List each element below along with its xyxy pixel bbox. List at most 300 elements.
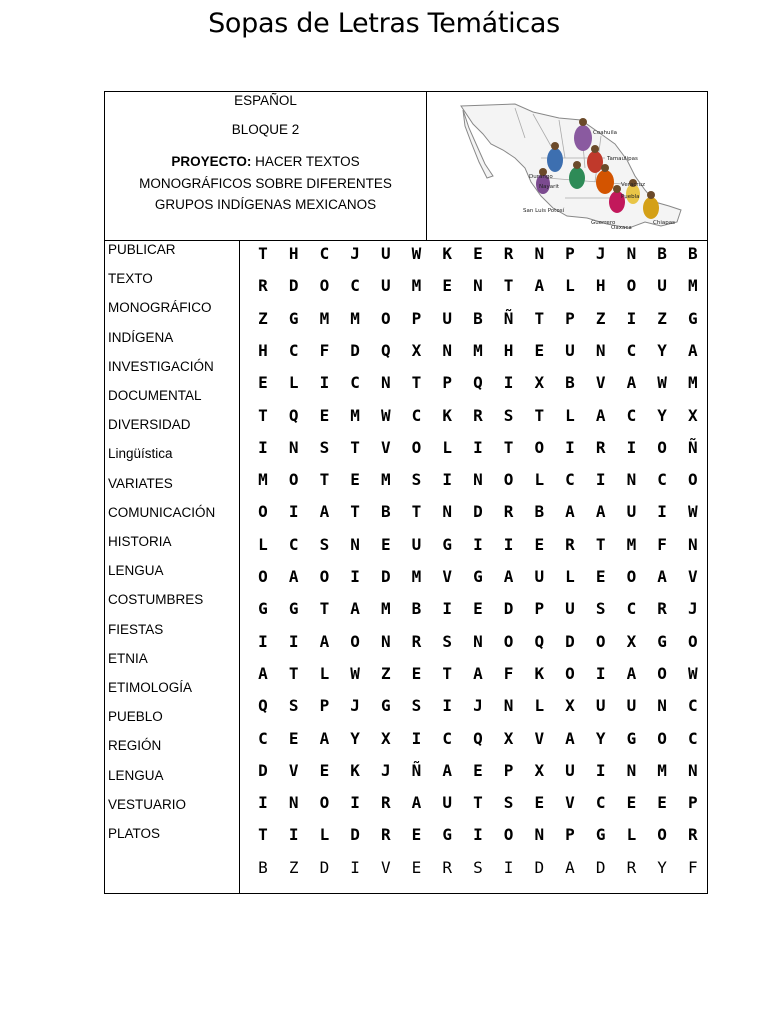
grid-letter: R [657,599,667,619]
header-info [105,92,427,240]
grid-letter: S [411,470,422,490]
grid-letter: F [503,663,514,683]
grid-letter: P [319,696,330,716]
grid-letter: I [258,793,268,813]
grid-letter: P [565,244,575,263]
grid-letter: O [626,276,637,296]
grid-letter: G [288,599,299,619]
grid-letter: V [565,793,575,813]
word-list-item: COMUNICACIÓN [108,504,216,520]
mexico-map-cell [427,92,707,240]
grid-letter: I [595,760,606,780]
grid-letter: G [288,308,299,328]
word-list [105,240,240,893]
grid-letter: I [473,534,483,554]
grid-letter: G [657,631,667,651]
project-line-2: MONOGRÁFICOS SOBRE DIFERENTES [139,175,392,191]
grid-letter: T [411,373,422,393]
grid-letter: I [473,825,483,845]
grid-letter: Y [595,728,606,748]
grid-letter: S [288,696,299,716]
subject-label: ESPAÑOL [234,93,297,108]
grid-letter: L [626,825,637,845]
grid-letter: L [442,437,452,457]
grid-letter: A [565,857,575,877]
grid-letter: E [473,244,483,263]
word-list-item: PUEBLO [108,709,163,725]
grid-letter: A [687,340,698,360]
grid-letter: R [626,857,637,877]
grid-letter: S [595,599,606,619]
grid-letter: G [626,728,637,748]
grid-letter: N [534,825,545,845]
grid-letter: O [503,631,514,651]
grid-letter: D [350,340,360,360]
grid-letter: Q [534,631,545,651]
word-list-item: LENGUA [108,767,164,783]
grid-letter: S [473,857,483,877]
grid-letter: G [380,696,391,716]
grid-letter: I [626,437,637,457]
map-label-veracruz: Veracruz [621,182,646,188]
map-label-oaxaca: Oaxaca [611,225,632,231]
grid-letter: L [565,567,575,586]
letter-grid [240,240,707,893]
grid-letter: H [503,340,514,360]
word-list-item: TEXTO [108,271,153,287]
grid-letter: U [380,276,391,296]
grid-letter: N [595,340,606,360]
grid-letter: E [411,825,422,845]
grid-letter: O [503,470,514,490]
grid-letter: B [687,244,698,263]
grid-letter: T [258,244,268,263]
grid-letter: N [380,631,391,651]
grid-letter: E [534,340,545,360]
grid-letter: A [534,276,545,296]
grid-letter: L [565,276,575,296]
word-list-item: VESTUARIO [108,796,187,812]
grid-letter: I [595,470,606,490]
grid-letter: C [350,276,360,296]
grid-letter: V [288,760,299,780]
grid-letter: N [442,502,452,522]
grid-letter: I [626,308,637,328]
grid-letter: N [657,696,667,716]
grid-letter: E [442,276,452,296]
grid-letter: H [258,340,268,360]
grid-letter: V [687,567,698,586]
grid-letter: R [258,276,268,296]
grid-letter: S [411,696,422,716]
grid-letter: K [534,663,545,683]
grid-letter: O [657,437,667,457]
grid-letter: G [442,534,452,554]
grid-letter: I [442,599,452,619]
project-line-3: GRUPOS INDÍGENAS MEXICANOS [154,197,377,212]
grid-letter: Y [350,728,360,748]
grid-letter: A [319,502,330,522]
grid-letter: H [288,244,299,263]
grid-letter: T [503,276,514,296]
grid-letter: T [319,599,330,619]
grid-letter: M [626,534,637,554]
grid-letter: O [258,502,268,522]
grid-letter: U [442,308,452,328]
grid-letter: I [442,696,452,716]
grid-letter: G [595,825,606,845]
grid-letter: B [565,373,575,393]
grid-letter: R [411,631,422,651]
grid-letter: T [534,308,545,328]
grid-letter: J [595,244,606,263]
grid-letter: B [380,502,391,522]
grid-letter: O [319,276,330,296]
map-label-guerrero: Guerrero [591,220,616,226]
grid-letter: E [657,793,667,813]
grid-letter: W [411,244,422,263]
grid-letter: U [626,696,637,716]
grid-letter: E [319,405,330,425]
grid-letter: E [534,534,545,554]
grid-letter: G [473,567,483,586]
grid-letter: F [687,857,698,877]
grid-letter: D [319,857,330,877]
grid-letter: E [380,534,391,554]
grid-letter: O [319,567,330,586]
grid-letter: A [288,567,299,586]
grid-letter: G [258,599,268,619]
grid-letter: U [565,599,575,619]
grid-letter: N [534,244,545,263]
word-list-item: REGIÓN [108,738,162,754]
grid-letter: H [595,276,606,296]
grid-letter: J [350,696,360,716]
grid-letter: C [687,728,698,748]
grid-letter: Ñ [411,760,422,780]
grid-letter: I [288,502,299,522]
word-list-item: PUBLICAR [108,242,176,257]
grid-letter: N [380,373,391,393]
map-label-tamaulipas: Tamaulipas [607,156,638,162]
grid-letter: P [411,308,422,328]
grid-letter: A [595,502,606,522]
grid-letter: Y [657,405,667,425]
grid-letter: P [534,599,545,619]
grid-letter: P [442,373,452,393]
grid-letter: A [626,663,637,683]
grid-letter: E [473,760,483,780]
grid-letter: Z [258,308,268,328]
word-list-item: MONOGRÁFICO [108,300,212,316]
grid-letter: O [657,663,667,683]
word-list-item: DOCUMENTAL [108,388,202,403]
grid-letter: T [411,502,422,522]
grid-letter: V [534,728,545,748]
word-list-item: DIVERSIDAD [108,417,191,433]
grid-letter: Y [657,857,667,877]
grid-letter: B [411,599,422,619]
grid-letter: T [503,437,514,457]
map-label-coahuila: Coahuila [593,130,617,136]
grid-letter: M [350,308,360,328]
grid-letter: U [380,244,391,263]
grid-letter: A [319,631,330,651]
grid-letter: X [503,728,514,748]
grid-letter: Z [595,308,606,328]
grid-letter: C [626,340,637,360]
mexico-map-image [455,98,687,234]
grid-letter: N [503,696,514,716]
grid-letter: N [288,437,299,457]
word-list-item: INDÍGENA [108,329,174,345]
word-search-sheet [104,91,708,894]
grid-letter: D [473,502,483,522]
grid-letter: T [350,502,360,522]
grid-letter: B [258,857,268,877]
grid-letter: T [350,437,360,457]
grid-letter: E [473,599,483,619]
grid-letter: I [503,373,514,393]
word-list-item: HISTORIA [108,534,172,549]
grid-letter: M [687,276,698,296]
grid-letter: V [442,567,452,586]
grid-letter: A [442,760,452,780]
grid-letter: X [687,405,698,425]
grid-letter: B [534,502,545,522]
grid-letter: W [687,663,698,683]
grid-letter: O [687,631,698,651]
grid-letter: R [687,825,698,845]
grid-letter: Y [657,340,667,360]
grid-letter: N [626,760,637,780]
grid-letter: O [350,631,360,651]
grid-letter: D [565,631,575,651]
grid-letter: O [258,567,268,586]
grid-letter: E [411,663,422,683]
grid-letter: X [626,631,637,651]
grid-letter: I [350,567,360,586]
grid-letter: L [534,470,545,490]
grid-letter: V [595,373,606,393]
grid-letter: P [503,760,514,780]
grid-letter: R [380,825,391,845]
grid-letter: A [473,663,483,683]
grid-letter: J [473,696,483,716]
block-label: BLOQUE 2 [231,122,300,137]
grid-letter: T [319,470,330,490]
grid-letter: X [534,760,545,780]
grid-letter: K [442,244,452,263]
grid-letter: T [595,534,606,554]
grid-letter: O [380,308,391,328]
grid-letter: L [258,534,268,554]
grid-letter: C [626,405,637,425]
grid-letter: I [473,437,483,457]
grid-letter: D [350,825,360,845]
grid-letter: A [565,728,575,748]
page-title: Sopas de Letras Temáticas [208,8,560,39]
grid-letter: W [687,502,698,522]
word-list-item: INVESTIGACIÓN [108,358,214,374]
grid-letter: I [565,437,575,457]
grid-letter: N [473,470,483,490]
grid-letter: I [503,857,514,877]
grid-letter: I [350,793,360,813]
grid-letter: I [411,728,422,748]
map-label-san-luis-potosi: San Luis Potosí [523,208,565,214]
grid-letter: E [350,470,360,490]
grid-letter: T [442,663,452,683]
grid-letter: M [411,567,422,586]
grid-letter: U [534,567,545,586]
grid-letter: X [565,696,575,716]
grid-letter: P [687,793,698,813]
grid-letter: A [350,599,360,619]
grid-letter: N [288,793,299,813]
grid-letter: N [473,276,483,296]
grid-letter: O [657,728,667,748]
grid-letter: C [258,728,268,748]
grid-letter: I [319,373,330,393]
grid-letter: M [350,405,360,425]
grid-letter: U [595,696,606,716]
grid-letter: W [380,405,391,425]
grid-letter: E [258,373,268,393]
grid-letter: T [534,405,545,425]
grid-letter: M [380,599,391,619]
grid-letter: I [288,631,299,651]
grid-letter: S [503,405,514,425]
grid-letter: I [595,663,606,683]
grid-letter: N [350,534,360,554]
grid-letter: I [258,437,268,457]
grid-letter: L [534,696,545,716]
grid-letter: L [319,825,330,845]
grid-letter: T [258,405,268,425]
grid-letter: Q [288,405,299,425]
grid-letter: D [288,276,299,296]
grid-letter: Ñ [503,308,514,328]
grid-letter: W [657,373,667,393]
grid-letter: E [319,760,330,780]
grid-letter: Z [380,663,391,683]
map-label-puebla: Puebla [621,194,640,200]
grid-letter: V [380,857,391,877]
grid-letter: N [626,244,637,263]
grid-letter: E [626,793,637,813]
grid-letter: O [411,437,422,457]
grid-letter: A [595,405,606,425]
grid-letter: J [687,599,698,619]
grid-letter: X [411,340,422,360]
grid-letter: V [380,437,391,457]
grid-letter: T [258,825,268,845]
grid-letter: O [503,825,514,845]
map-label-chiapas: Chiapas [653,220,675,226]
grid-letter: A [657,567,667,586]
grid-letter: M [473,340,483,360]
grid-letter: C [288,534,299,554]
map-label-nayarit: Nayarit [539,184,560,190]
project-description [105,151,426,216]
grid-letter: S [319,437,330,457]
grid-letter: D [380,567,391,586]
grid-letter: U [565,340,575,360]
grid-letter: K [350,760,360,780]
grid-letter: W [350,663,360,683]
grid-letter: M [380,470,391,490]
word-list-item: COSTUMBRES [108,592,204,608]
grid-letter: J [380,760,391,780]
word-list-item: ETIMOLOGÍA [108,680,193,695]
grid-letter: O [595,631,606,651]
word-list-item: Lingüística [108,446,173,462]
grid-letter: N [442,340,452,360]
grid-letter: D [534,857,545,877]
word-list-item: PLATOS [108,826,161,841]
grid-letter: L [319,663,330,683]
grid-letter: O [687,470,698,490]
grid-letter: U [626,502,637,522]
grid-letter: O [657,825,667,845]
grid-letter: C [411,405,422,425]
grid-letter: O [288,470,299,490]
grid-letter: O [319,793,330,813]
project-label: PROYECTO: [171,154,252,169]
grid-letter: A [626,373,637,393]
grid-letter: P [565,825,575,845]
grid-letter: R [442,857,452,877]
grid-letter: P [565,308,575,328]
grid-letter: D [503,599,514,619]
map-label-durango: Durango [529,174,553,180]
grid-letter: O [626,567,637,586]
word-list-item: FIESTAS [108,621,164,637]
grid-letter: S [442,631,452,651]
grid-letter: Q [258,696,268,716]
grid-letter: C [595,793,606,813]
grid-letter: I [288,825,299,845]
grid-letter: E [411,857,422,877]
word-list-item: VARIATES [108,475,173,491]
grid-letter: M [258,470,268,490]
grid-letter: Q [473,728,483,748]
grid-letter: N [687,760,698,780]
grid-letter: E [534,793,545,813]
grid-letter: M [657,760,667,780]
grid-letter: B [657,244,667,263]
grid-letter: Q [473,373,483,393]
grid-letter: S [319,534,330,554]
grid-letter: E [595,567,606,586]
grid-letter: T [473,793,483,813]
grid-letter: N [626,470,637,490]
grid-letter: D [258,760,268,780]
grid-letter: G [442,825,452,845]
grid-letter: C [350,373,360,393]
grid-letter: F [657,534,667,554]
grid-letter: A [503,567,514,586]
grid-letter: R [503,244,514,263]
grid-letter: K [442,405,452,425]
word-list-item: LENGUA [108,563,164,579]
grid-letter: I [442,470,452,490]
grid-letter: I [657,502,667,522]
grid-letter: B [473,308,483,328]
grid-letter: X [380,728,391,748]
grid-letter: D [595,857,606,877]
